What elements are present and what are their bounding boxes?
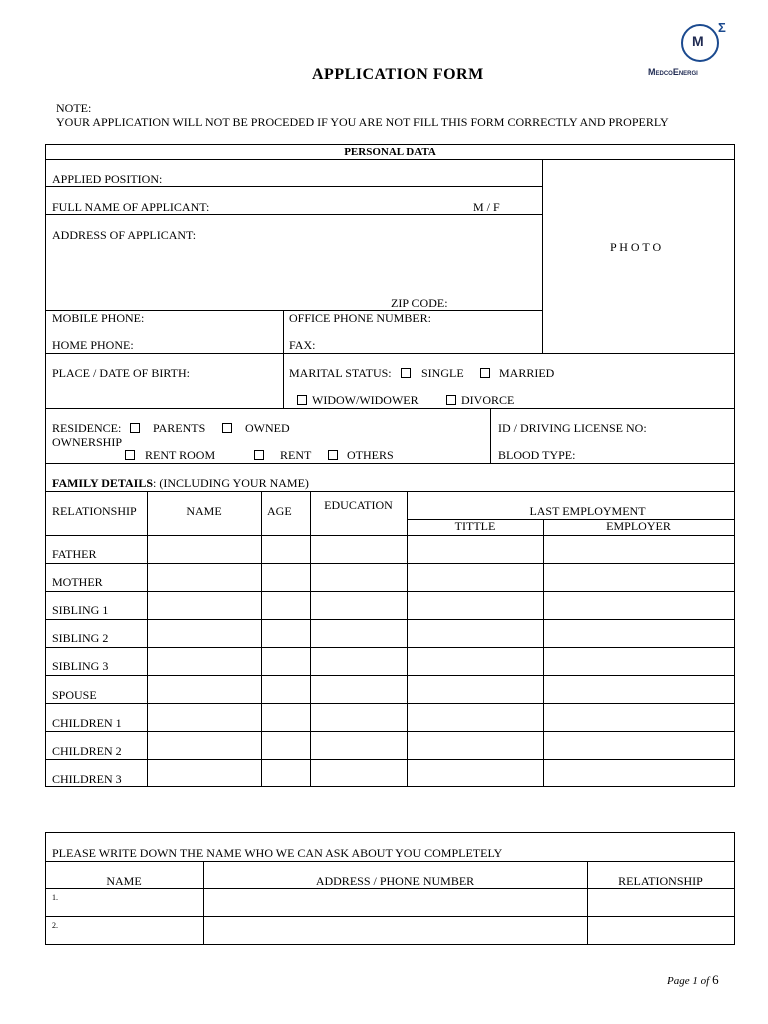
logo-circle-icon (640, 18, 730, 66)
option-married: MARRIED (499, 366, 555, 380)
birth-label: PLACE / DATE OF BIRTH: (52, 366, 190, 380)
note-text: YOUR APPLICATION WILL NOT BE PROCEDED IF YOU ARE NOT FILL THIS FORM CORRECTLY AND PROPERLY (56, 115, 669, 129)
residence-label: RESIDENCE: (52, 421, 122, 435)
family-row-label: CHILDREN 3 (52, 772, 122, 786)
family-row-label: SIBLING 2 (52, 631, 109, 645)
option-divorce: DIVORCE (461, 393, 515, 407)
checkbox-married[interactable] (480, 368, 490, 378)
family-row-label: CHILDREN 1 (52, 716, 122, 730)
option-rent-room: RENT ROOM (145, 448, 216, 462)
family-details-title (52, 476, 309, 490)
family-row-label: SIBLING 3 (52, 659, 109, 673)
checkbox-rent-room[interactable] (125, 450, 135, 460)
logo-sigma: Σ (718, 20, 726, 35)
family-row-label: CHILDREN 2 (52, 744, 122, 758)
home-phone-label: HOME PHONE: (52, 338, 134, 352)
ref-row-number: 2. (52, 921, 58, 930)
zip-code-label: ZIP CODE: (391, 296, 448, 310)
ref-row-number: 1. (52, 893, 58, 902)
office-phone-label: OFFICE PHONE NUMBER: (289, 311, 432, 325)
ref-col-relationship: RELATIONSHIP (618, 874, 703, 888)
ref-col-name: NAME (106, 874, 142, 888)
col-title: TITTLE (454, 519, 496, 533)
gender-option[interactable]: M / F (473, 200, 500, 214)
family-row-label: FATHER (52, 547, 97, 561)
photo-placeholder: P H O T O (610, 240, 662, 254)
option-parents: PARENTS (153, 421, 206, 435)
note-label: NOTE: (56, 101, 92, 115)
ownership-label: OWNERSHIP (52, 435, 123, 449)
family-row-label: MOTHER (52, 575, 103, 589)
option-widow: WIDOW/WIDOWER (312, 393, 419, 407)
col-education: EDUCATION (324, 498, 393, 512)
option-owned: OWNED (245, 421, 290, 435)
family-row-label: SIBLING 1 (52, 603, 109, 617)
checkbox-owned[interactable] (222, 423, 232, 433)
section-title-personal: PERSONAL DATA (344, 146, 436, 158)
family-title-rest: : (INCLUDING YOUR NAME) (153, 476, 309, 490)
checkbox-divorce[interactable] (446, 395, 456, 405)
checkbox-single[interactable] (401, 368, 411, 378)
col-employer: EMPLOYER (606, 519, 671, 533)
checkbox-widow[interactable] (297, 395, 307, 405)
option-others: OTHERS (347, 448, 394, 462)
applied-position-label: APPLIED POSITION: (52, 172, 163, 186)
checkbox-others[interactable] (328, 450, 338, 460)
page-label: Page 1 of (667, 975, 710, 987)
brand-name: MedcoEnergi (648, 67, 698, 77)
blood-type-label: BLOOD TYPE: (498, 448, 576, 462)
option-single: SINGLE (421, 366, 464, 380)
fax-label: FAX: (289, 338, 316, 352)
page-total: 6 (712, 972, 719, 987)
page-number (667, 973, 719, 988)
col-relationship: RELATIONSHIP (52, 504, 137, 518)
checkbox-parents[interactable] (130, 423, 140, 433)
marital-status-label: MARITAL STATUS: (289, 366, 392, 380)
family-title-bold: FAMILY DETAILS (52, 476, 154, 490)
address-label: ADDRESS OF APPLICANT: (52, 228, 197, 242)
logo-letter: M (692, 33, 704, 49)
col-age: AGE (267, 504, 292, 518)
mobile-phone-label: MOBILE PHONE: (52, 311, 145, 325)
col-name: NAME (186, 504, 222, 518)
form-title: APPLICATION FORM (312, 66, 484, 83)
ref-col-address: ADDRESS / PHONE NUMBER (315, 874, 475, 888)
option-rent: RENT (280, 448, 312, 462)
full-name-label: FULL NAME OF APPLICANT: (52, 200, 210, 214)
col-last-employment: LAST EMPLOYMENT (529, 504, 646, 518)
id-license-label: ID / DRIVING LICENSE NO: (498, 421, 647, 435)
company-logo (640, 18, 730, 80)
checkbox-rent[interactable] (254, 450, 264, 460)
family-row-label: SPOUSE (52, 688, 97, 702)
references-title: PLEASE WRITE DOWN THE NAME WHO WE CAN ASK ABOUT YOU COMPLETELY (52, 846, 503, 860)
